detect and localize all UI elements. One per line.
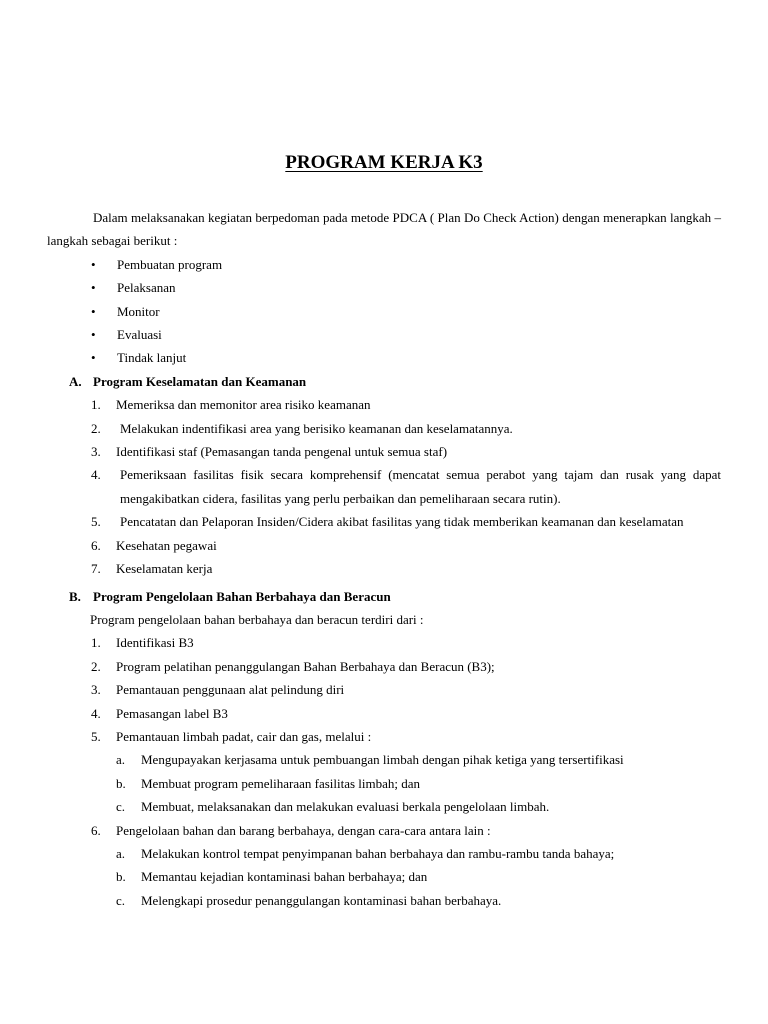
document-body [47,206,721,912]
list-item: • Evaluasi [47,323,721,346]
list-item: 6. Kesehatan pegawai [91,537,217,553]
list-item: 1. Memeriksa dan memonitor area risiko keamanan [91,397,371,413]
bullet-icon: • [91,256,96,272]
page-title: PROGRAM KERJA K3 [285,152,483,173]
list-item: • Pembuatan program [47,253,721,276]
list-item: 2. Melakukan indentifikasi area yang berisiko keamanan dan keselamatannya. [91,420,513,436]
sub-list-item: c. Membuat, melaksanakan dan melakukan evaluasi berkala pengelolaan limbah. [116,799,550,815]
sub-list-item: b. Membuat program pemeliharaan fasilitas limbah; dan [116,775,421,791]
list-item: 7. Keselamatan kerja [91,561,213,577]
list-item: 5. Pencatatan dan Pelaporan Insiden/Cidera akibat fasilitas yang tidak memberikan keamanan dan keselamatan [91,514,684,530]
bullet-icon: • [91,280,96,296]
section-a-list [47,393,721,580]
list-item: 5. Pemantauan limbah padat, cair dan gas, melalui : a. Mengupayakan kerjasama untuk pembuangan limbah dengan pihak ketiga yang tersertifikasi b. Membuat program pemeliharaan fasilitas limbah; dan c. Membuat, melaksanakan dan melakukan evaluasi berkala pengelolaan limbah. [47,725,721,819]
list-item: 3. Identifikasi staf (Pemasangan tanda pengenal untuk semua staf) [91,444,448,460]
list-item: • Tindak lanjut [47,346,721,369]
section-b-intro: Program pengelolaan bahan berbahaya dan beracun terdiri dari : [90,611,424,627]
sub-list-item: a. Melakukan kontrol tempat penyimpanan bahan berbahaya dan rambu-rambu tanda bahaya; [116,845,615,861]
section-a-heading: A. Program Keselamatan dan Keamanan [47,370,721,393]
sub-list [116,842,721,912]
list-item: 3. Pemantauan penggunaan alat pelindung diri [91,682,345,698]
section-b-heading: B. Program Pengelolaan Bahan Berbahaya dan Beracun [47,585,721,608]
intro-paragraph: Dalam melaksanakan kegiatan berpedoman pada metode PDCA ( Plan Do Check Action) dengan menerapkan langkah – langkah sebagai berikut : [47,210,721,249]
section-b-list [47,631,721,912]
list-item: 6. Pengelolaan bahan dan barang berbahaya, dengan cara-cara antara lain : a. Melakukan kontrol tempat penyimpanan bahan berbahaya dan rambu-rambu tanda bahaya; b. Memantau kejadian kontaminasi bahan berbahaya; dan c. Melengkapi prosedur penanggulangan kontaminasi bahan berbahaya. [47,819,721,913]
list-item: • Pelaksanan [47,276,721,299]
list-item: • Monitor [47,300,721,323]
list-item: 1. Identifikasi B3 [91,635,194,651]
bullet-icon: • [91,303,96,319]
sub-list-item: c. Melengkapi prosedur penanggulangan kontaminasi bahan berbahaya. [116,892,502,908]
list-item: 4. Pemeriksaan fasilitas fisik secara komprehensif (mencatat semua perabot yang tajam dan rusak yang dapat mengakibatkan cidera, fasilitas yang perlu perbaikan dan pemeliharaan secara rutin). [91,467,721,506]
section-letter: A. [69,373,82,389]
bullet-icon: • [91,327,96,343]
list-item: 4. Pemasangan label B3 [91,705,228,721]
sub-list [116,748,721,818]
pdca-steps-list [47,253,721,370]
bullet-icon: • [91,350,96,366]
section-letter: B. [69,588,81,604]
sub-list-item: b. Memantau kejadian kontaminasi bahan berbahaya; dan [116,869,428,885]
sub-list-item: a. Mengupayakan kerjasama untuk pembuangan limbah dengan pihak ketiga yang tersertifikasi [116,752,624,768]
list-item: 2. Program pelatihan penanggulangan Bahan Berbahaya dan Beracun (B3); [91,658,495,674]
